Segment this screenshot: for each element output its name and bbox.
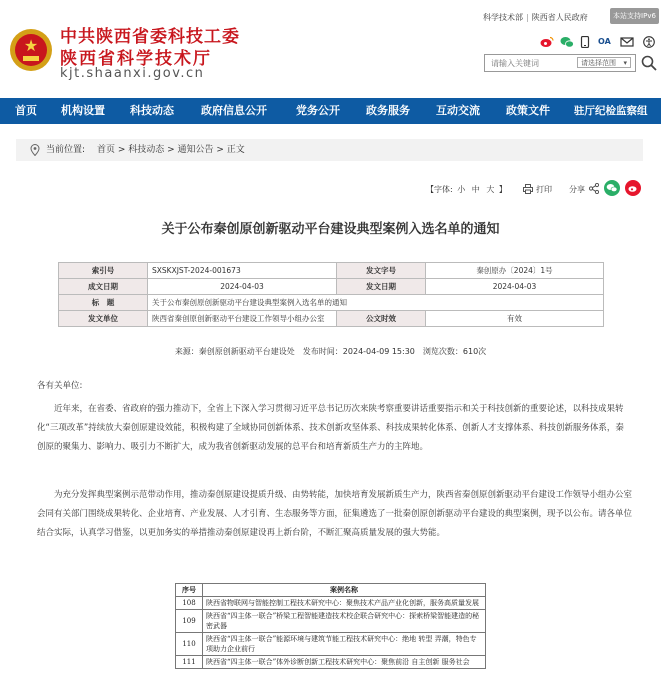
article-source-line: 来源：秦创原创新驱动平台建设处 发布时间：2024-04-09 15:30 浏览次数：610次 [174, 347, 487, 356]
nav-discipline[interactable]: 驻厅纪检监察组 [574, 105, 648, 117]
meta-created: 2024-04-03 [148, 279, 337, 295]
search-icon[interactable] [640, 54, 658, 72]
meta-subject: 关于公布秦创原创新驱动平台建设典型案例入选名单的通知 [148, 295, 604, 311]
font-size-label-end: 】 [498, 185, 507, 194]
case-list-table [175, 583, 486, 669]
meta-label-created: 成文日期 [59, 279, 148, 295]
table-row [176, 597, 486, 610]
case-no: 111 [176, 656, 203, 669]
wechat-icon[interactable] [560, 36, 574, 48]
meta-label-unit: 发文单位 [59, 311, 148, 327]
site-header [0, 0, 661, 96]
case-name: 陕西省物联网与智能控制工程技术研究中心：聚焦技术产品产业化创新，服务高质量发展 [203, 597, 486, 610]
top-links: 科学技术部 | 陕西省人民政府 [483, 13, 588, 22]
font-size-control [426, 184, 507, 195]
print-icon[interactable] [523, 184, 533, 194]
search-scope-select[interactable]: 请选择范围 ▾ [577, 57, 631, 68]
case-no: 110 [176, 633, 203, 656]
top-link-most[interactable]: 科学技术部 [483, 13, 523, 22]
top-link-gov[interactable]: 陕西省人民政府 [531, 13, 588, 22]
share-weibo-icon[interactable] [625, 180, 641, 196]
accessibility-icon[interactable] [642, 36, 656, 48]
nav-interaction[interactable]: 互动交流 [436, 104, 480, 117]
case-name: 陕西省“四主体一联合”能源环境与建筑节能工程技术研究中心：绝地 转型 弄潮，特色专项助力企业前行 [203, 633, 486, 656]
weibo-icon[interactable] [540, 36, 554, 48]
font-large-button[interactable]: 大 [486, 185, 495, 194]
oa-icon[interactable]: OA [598, 37, 611, 46]
meta-label-validity: 公文时效 [337, 311, 426, 327]
org-name-primary: 中共陕西省委科技工委 [60, 27, 240, 47]
search-scope-value: 请选择范围 [581, 59, 616, 67]
search-input[interactable] [485, 55, 577, 71]
table-row [176, 610, 486, 633]
share-label: 分享 [569, 185, 585, 194]
nav-home[interactable]: 首页 [15, 104, 37, 117]
national-emblem-icon: ★ [10, 29, 52, 71]
site-domain: kjt.shaanxi.gov.cn [60, 66, 205, 81]
org-name-secondary: 陕西省科学技术厅 [60, 49, 212, 69]
font-size-label: 【字体: [426, 185, 453, 194]
location-pin-icon [30, 144, 40, 156]
meta-label-doc-no: 发文字号 [337, 263, 426, 279]
meta-unit: 陕西省秦创原创新驱动平台建设工作领导小组办公室 [148, 311, 337, 327]
table-row [176, 633, 486, 656]
mail-icon[interactable] [620, 36, 634, 48]
nav-gov-info[interactable]: 政府信息公开 [201, 104, 267, 117]
share-wechat-icon[interactable] [604, 180, 620, 196]
case-no: 109 [176, 610, 203, 633]
case-header-name: 案例名称 [203, 584, 486, 597]
table-row [176, 656, 486, 669]
article-paragraph-2: 为充分发挥典型案例示范带动作用，推动秦创原建设提质升级、由势转能，加快培育发展新质生产力，陕西省秦创原创新驱动平台建设工作领导小组办公室会同有关部门围绕成果转化、企业培育、产业发展、人才引育、生态服务等方面，征集遴选了一批秦创原创新驱动平台建设的典型案例，现予以公布。请各单位结合实际，认真学习借鉴，以更加务实的举措推动秦创原建设再上新台阶，不断汇聚高质量发展的强大势能。 [37, 490, 633, 538]
meta-doc-no: 秦创原办〔2024〕1号 [426, 263, 604, 279]
nav-gov-services[interactable]: 政务服务 [366, 104, 410, 117]
mobile-icon[interactable] [580, 36, 590, 48]
document-meta-table [58, 262, 604, 327]
case-no: 108 [176, 597, 203, 610]
meta-validity: 有效 [426, 311, 604, 327]
nav-party-affairs[interactable]: 党务公开 [296, 104, 340, 117]
case-header-no: 序号 [176, 584, 203, 597]
search-box [484, 54, 636, 72]
article-salutation: 各有关单位: [37, 381, 83, 391]
meta-label-issued: 发文日期 [337, 279, 426, 295]
print-button[interactable]: 打印 [536, 185, 552, 194]
share-icon[interactable] [589, 183, 599, 194]
case-name: 陕西省“四主体一联合”体外诊断创新工程技术研究中心：聚焦前沿 自主创新 服务社会 [203, 656, 486, 669]
meta-label-subject: 标 题 [59, 295, 148, 311]
font-small-button[interactable]: 小 [457, 185, 466, 194]
meta-issued: 2024-04-03 [426, 279, 604, 295]
font-medium-button[interactable]: 中 [471, 185, 480, 194]
breadcrumb-label: 当前位置: [46, 145, 86, 155]
breadcrumb-path[interactable]: 首页 > 科技动态 > 通知公告 > 正文 [97, 145, 245, 155]
meta-label-index: 索引号 [59, 263, 148, 279]
main-nav [0, 98, 661, 124]
nav-institutions[interactable]: 机构设置 [61, 104, 105, 117]
article-title: 关于公布秦创原创新驱动平台建设典型案例入选名单的通知 [161, 222, 500, 237]
breadcrumb [16, 139, 643, 161]
nav-policies[interactable]: 政策文件 [506, 104, 550, 117]
case-name: 陕西省“四主体一联合”桥梁工程智能建造技术校企联合研究中心：探索桥梁智能建造的秘密武器 [203, 610, 486, 633]
article-paragraph-1: 近年来，在省委、省政府的强力推动下，全省上下深入学习贯彻习近平总书记历次来陕考察重要讲话重要指示和关于科技创新的重要论述，以科技成果转化“三项改革”持续放大秦创原建设效能，积极构建了全域协同创新体系、技术创新攻坚体系、科技成果转化体系、创新人才支撑体系、科技创新服务体系，秦创原的聚集力、影响力、吸引力不断扩大，成为我省创新驱动发展的总平台和培育新质生产力的主阵地。 [37, 404, 624, 452]
nav-tech-news[interactable]: 科技动态 [130, 104, 174, 117]
meta-index: SXSKXJST-2024-001673 [148, 263, 337, 279]
ipv6-badge: 本站支持IPv6 [610, 8, 659, 24]
